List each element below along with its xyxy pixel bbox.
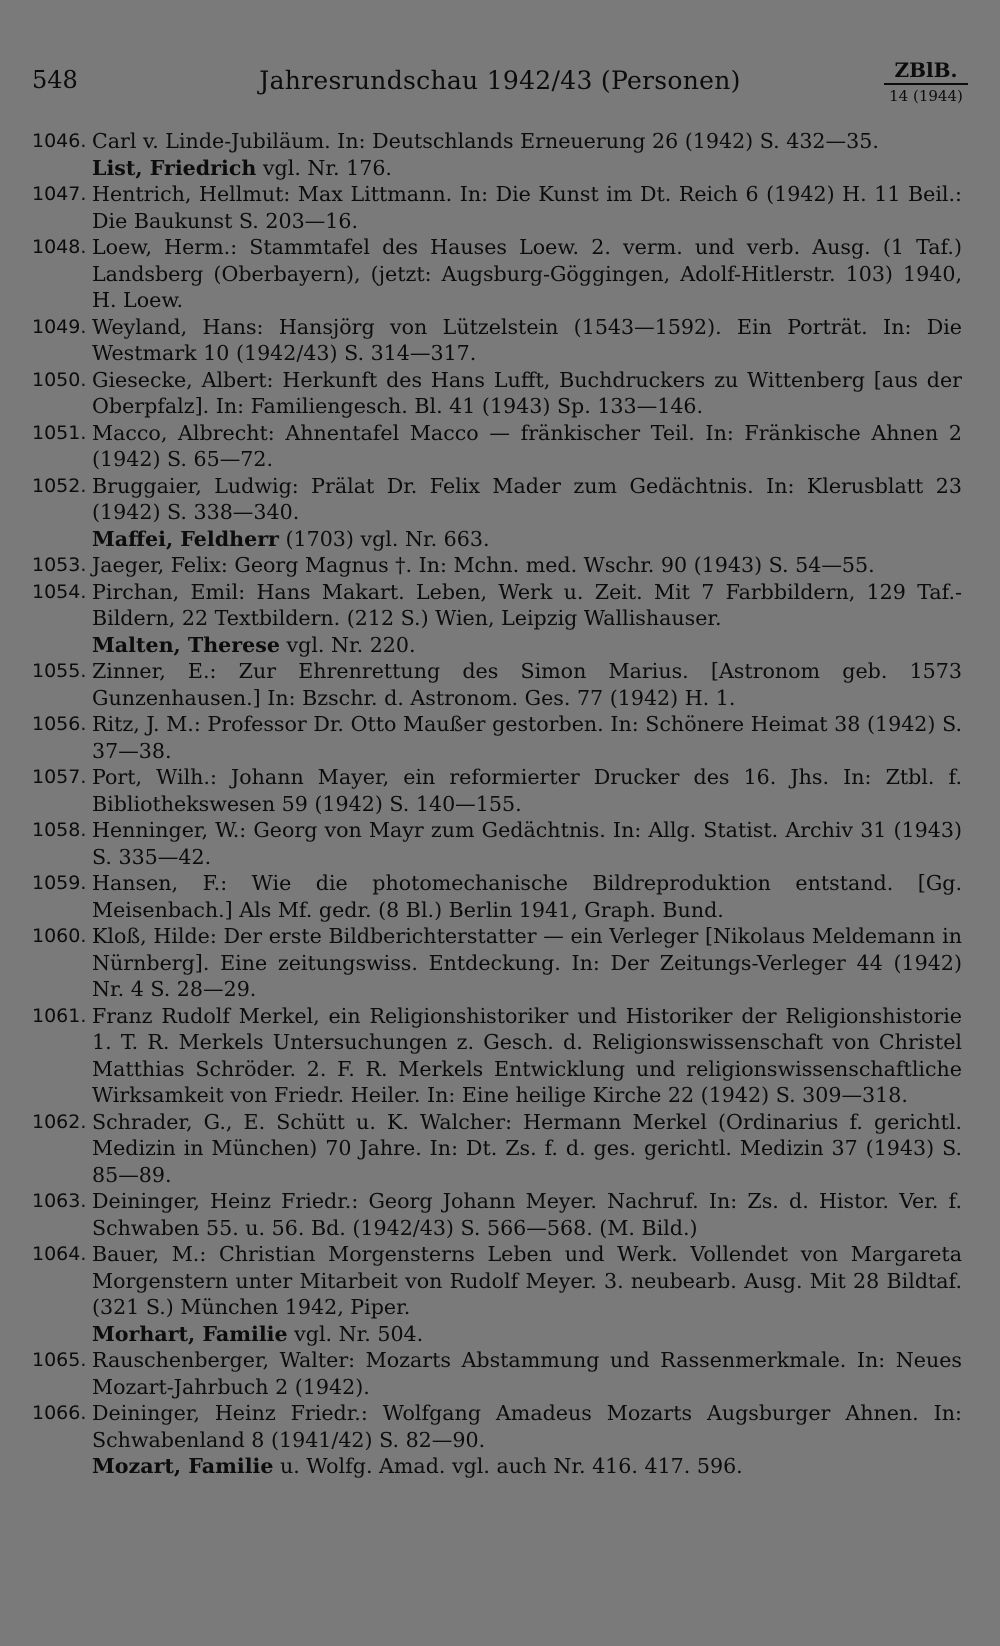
cross-reference-name: Mozart, Familie bbox=[92, 1454, 274, 1478]
entry-number: 1049. bbox=[32, 315, 87, 338]
cross-reference-name: List, Friedrich bbox=[92, 155, 257, 180]
cross-reference bbox=[32, 1453, 962, 1480]
page-header bbox=[32, 58, 968, 108]
entry-text: Giesecke, Albert: Herkunft des Hans Lufft, Buchdruckers zu Wittenberg [aus der Oberpfalz]. In: Familiengesch. Bl. 41 (1943) Sp. 133—146. bbox=[92, 367, 962, 418]
entry-number: 1054. bbox=[32, 580, 87, 603]
bibliography-entry bbox=[32, 234, 962, 314]
bibliography-entry bbox=[32, 420, 962, 473]
cross-reference bbox=[32, 1321, 962, 1348]
entry-number: 1047. bbox=[32, 183, 87, 205]
entry-number: 1052. bbox=[32, 474, 87, 497]
entry-text: Weyland, Hans: Hansjörg von Lützelstein (1543—1592). Ein Porträt. In: Die Westmark 10 (1942/43) S. 314—317. bbox=[92, 314, 962, 365]
entry-number: 1046. bbox=[32, 130, 87, 152]
cross-reference-name: Maffei, Feldherr bbox=[92, 526, 279, 551]
entry-number: 1064. bbox=[32, 1243, 87, 1265]
bibliography-entry bbox=[32, 1241, 962, 1321]
cross-reference-text: vgl. Nr. 176. bbox=[256, 155, 392, 180]
running-title: Jahresrundschau 1942/43 (Personen) bbox=[259, 66, 741, 95]
bibliography-entry bbox=[32, 1003, 962, 1109]
cross-reference-text: vgl. Nr. 504. bbox=[287, 1321, 424, 1346]
bibliography-entry bbox=[32, 1109, 962, 1189]
entry-text: Henninger, W.: Georg von Mayr zum Gedächtnis. In: Allg. Statist. Archiv 31 (1943) S. 335—42. bbox=[92, 818, 962, 869]
entry-number: 1058. bbox=[32, 819, 87, 841]
entry-number: 1066. bbox=[32, 1402, 87, 1424]
entry-text: Hentrich, Hellmut: Max Littmann. In: Die Kunst im Dt. Reich 6 (1942) H. 11 Beil.: Die Baukunst S. 203—16. bbox=[92, 182, 962, 233]
entry-number: 1053. bbox=[32, 554, 87, 576]
bibliography-entry bbox=[32, 1188, 962, 1241]
cross-reference bbox=[32, 632, 962, 659]
entry-text: Bauer, M.: Christian Morgensterns Leben und Werk. Vollendet von Margareta Morgenstern unter Mitarbeit von Rudolf Meyer. 3. neubearb. Ausg. Mit 28 Bildtaf. (321 S.) München 1942, Piper. bbox=[92, 1242, 962, 1319]
bibliography-entry bbox=[32, 764, 962, 817]
entry-text: Schrader, G., E. Schütt u. K. Walcher: Hermann Merkel (Ordinarius f. gerichtl. Medizin in München) 70 Jahre. In: Dt. Zs. f. d. ges. gerichtl. Medizin 37 (1943) S. 85—89. bbox=[92, 1109, 962, 1187]
cross-reference-name: Morhart, Familie bbox=[92, 1321, 288, 1346]
cross-reference-text: vgl. Nr. 220. bbox=[279, 632, 416, 657]
journal-reference bbox=[884, 58, 968, 105]
entry-text: Deininger, Heinz Friedr.: Georg Johann Meyer. Nachruf. In: Zs. d. Histor. Ver. f. Schwaben 55. u. 56. Bd. (1942/43) S. 566—568. (M. Bild.) bbox=[92, 1189, 962, 1240]
entry-number: 1048. bbox=[32, 236, 87, 258]
cross-reference bbox=[32, 526, 962, 553]
entry-text: Ritz, J. M.: Professor Dr. Otto Maußer gestorben. In: Schönere Heimat 38 (1942) S. 37—38. bbox=[92, 712, 962, 763]
entry-number: 1062. bbox=[32, 1110, 87, 1133]
entry-number: 1057. bbox=[32, 766, 87, 788]
journal-volume: 14 (1944) bbox=[889, 87, 963, 105]
entry-text: Bruggaier, Ludwig: Prälat Dr. Felix Mader zum Gedächtnis. In: Klerusblatt 23 (1942) S. 338—340. bbox=[92, 473, 962, 524]
entry-text: Jaeger, Felix: Georg Magnus †. In: Mchn. med. Wschr. 90 (1943) S. 54—55. bbox=[92, 553, 875, 577]
entry-number: 1060. bbox=[32, 925, 87, 947]
cross-reference-text: u. Wolfg. Amad. vgl. auch Nr. 416. 417. 596. bbox=[273, 1454, 743, 1478]
bibliography-entry bbox=[32, 658, 962, 711]
bibliography-entry bbox=[32, 181, 962, 234]
entry-text: Kloß, Hilde: Der erste Bildberichterstatter — ein Verleger [Nikolaus Meldemann in Nürnberg]. Eine zeitungswiss. Entdeckung. In: Der Zeitungs-Verleger 44 (1942) Nr. 4 S. 28—29. bbox=[92, 924, 962, 1001]
entry-number: 1055. bbox=[32, 660, 87, 682]
bibliography-entry bbox=[32, 923, 962, 1003]
entry-number: 1063. bbox=[32, 1190, 87, 1212]
bibliography-entry bbox=[32, 711, 962, 764]
bibliography-list bbox=[32, 128, 962, 1480]
entry-text: Carl v. Linde-Jubiläum. In: Deutschlands Erneuerung 26 (1942) S. 432—35. bbox=[92, 129, 879, 153]
entry-text: Deininger, Heinz Friedr.: Wolfgang Amadeus Mozarts Augsburger Ahnen. In: Schwabenland 8 (1941/42) S. 82—90. bbox=[92, 1401, 962, 1452]
entry-text: Rauschenberger, Walter: Mozarts Abstammung und Rassenmerkmale. In: Neues Mozart-Jahrbuch 2 (1942). bbox=[92, 1348, 962, 1399]
bibliography-entry bbox=[32, 473, 962, 526]
entry-number: 1061. bbox=[32, 1004, 87, 1027]
bibliography-entry bbox=[32, 314, 962, 367]
bibliography-entry bbox=[32, 1347, 962, 1400]
entry-text: Hansen, F.: Wie die photomechanische Bildreproduktion entstand. [Gg. Meisenbach.] Als Mf. gedr. (8 Bl.) Berlin 1941, Graph. Bund. bbox=[92, 871, 962, 922]
bibliography-entry bbox=[32, 870, 962, 923]
entry-number: 1065. bbox=[32, 1349, 87, 1371]
entry-number: 1056. bbox=[32, 713, 87, 735]
cross-reference-name: Malten, Therese bbox=[92, 632, 280, 657]
bibliography-entry bbox=[32, 367, 962, 420]
cross-reference-text: (1703) vgl. Nr. 663. bbox=[278, 526, 490, 551]
journal-abbreviation: ZBlB. bbox=[884, 58, 968, 85]
entry-text: Zinner, E.: Zur Ehrenrettung des Simon Marius. [Astronom geb. 1573 Gunzenhausen.] In: Bzschr. d. Astronom. Ges. 77 (1942) H. 1. bbox=[92, 659, 962, 710]
entry-text: Port, Wilh.: Johann Mayer, ein reformierter Drucker des 16. Jhs. In: Ztbl. f. Bibliothekswesen 59 (1942) S. 140—155. bbox=[92, 765, 962, 816]
entry-text: Pirchan, Emil: Hans Makart. Leben, Werk u. Zeit. Mit 7 Farbbildern, 129 Taf.-Bildern, 22 Textbildern. (212 S.) Wien, Leipzig Wallishauser. bbox=[92, 579, 962, 630]
entry-text: Franz Rudolf Merkel, ein Religionshistoriker und Historiker der Religionshistorie 1. T. R. Merkels Untersuchungen z. Gesch. d. Religionswissenschaft von Christel Matthias Schröder. 2. F. R. Merkels Entwicklung und religionswissenschaftliche Wirksamkeit von Friedr. Heiler. In: Eine heilige Kirche 22 (1942) S. 309—318. bbox=[92, 1003, 962, 1107]
bibliography-entry bbox=[32, 579, 962, 632]
entry-number: 1050. bbox=[32, 368, 87, 391]
bibliography-entry bbox=[32, 1400, 962, 1453]
entry-text: Loew, Herm.: Stammtafel des Hauses Loew. 2. verm. und verb. Ausg. (1 Taf.) Landsberg (Oberbayern), (jetzt: Augsburg-Göggingen, Adolf-Hitlerstr. 103) 1940, H. Loew. bbox=[92, 235, 962, 312]
entry-number: 1059. bbox=[32, 872, 87, 894]
bibliography-entry bbox=[32, 817, 962, 870]
entry-number: 1051. bbox=[32, 421, 87, 444]
entry-text: Macco, Albrecht: Ahnentafel Macco — fränkischer Teil. In: Fränkische Ahnen 2 (1942) S. 65—72. bbox=[92, 420, 962, 471]
page-number: 548 bbox=[32, 66, 78, 94]
bibliography-entry bbox=[32, 128, 962, 155]
cross-reference bbox=[32, 155, 962, 182]
bibliography-entry bbox=[32, 552, 962, 579]
